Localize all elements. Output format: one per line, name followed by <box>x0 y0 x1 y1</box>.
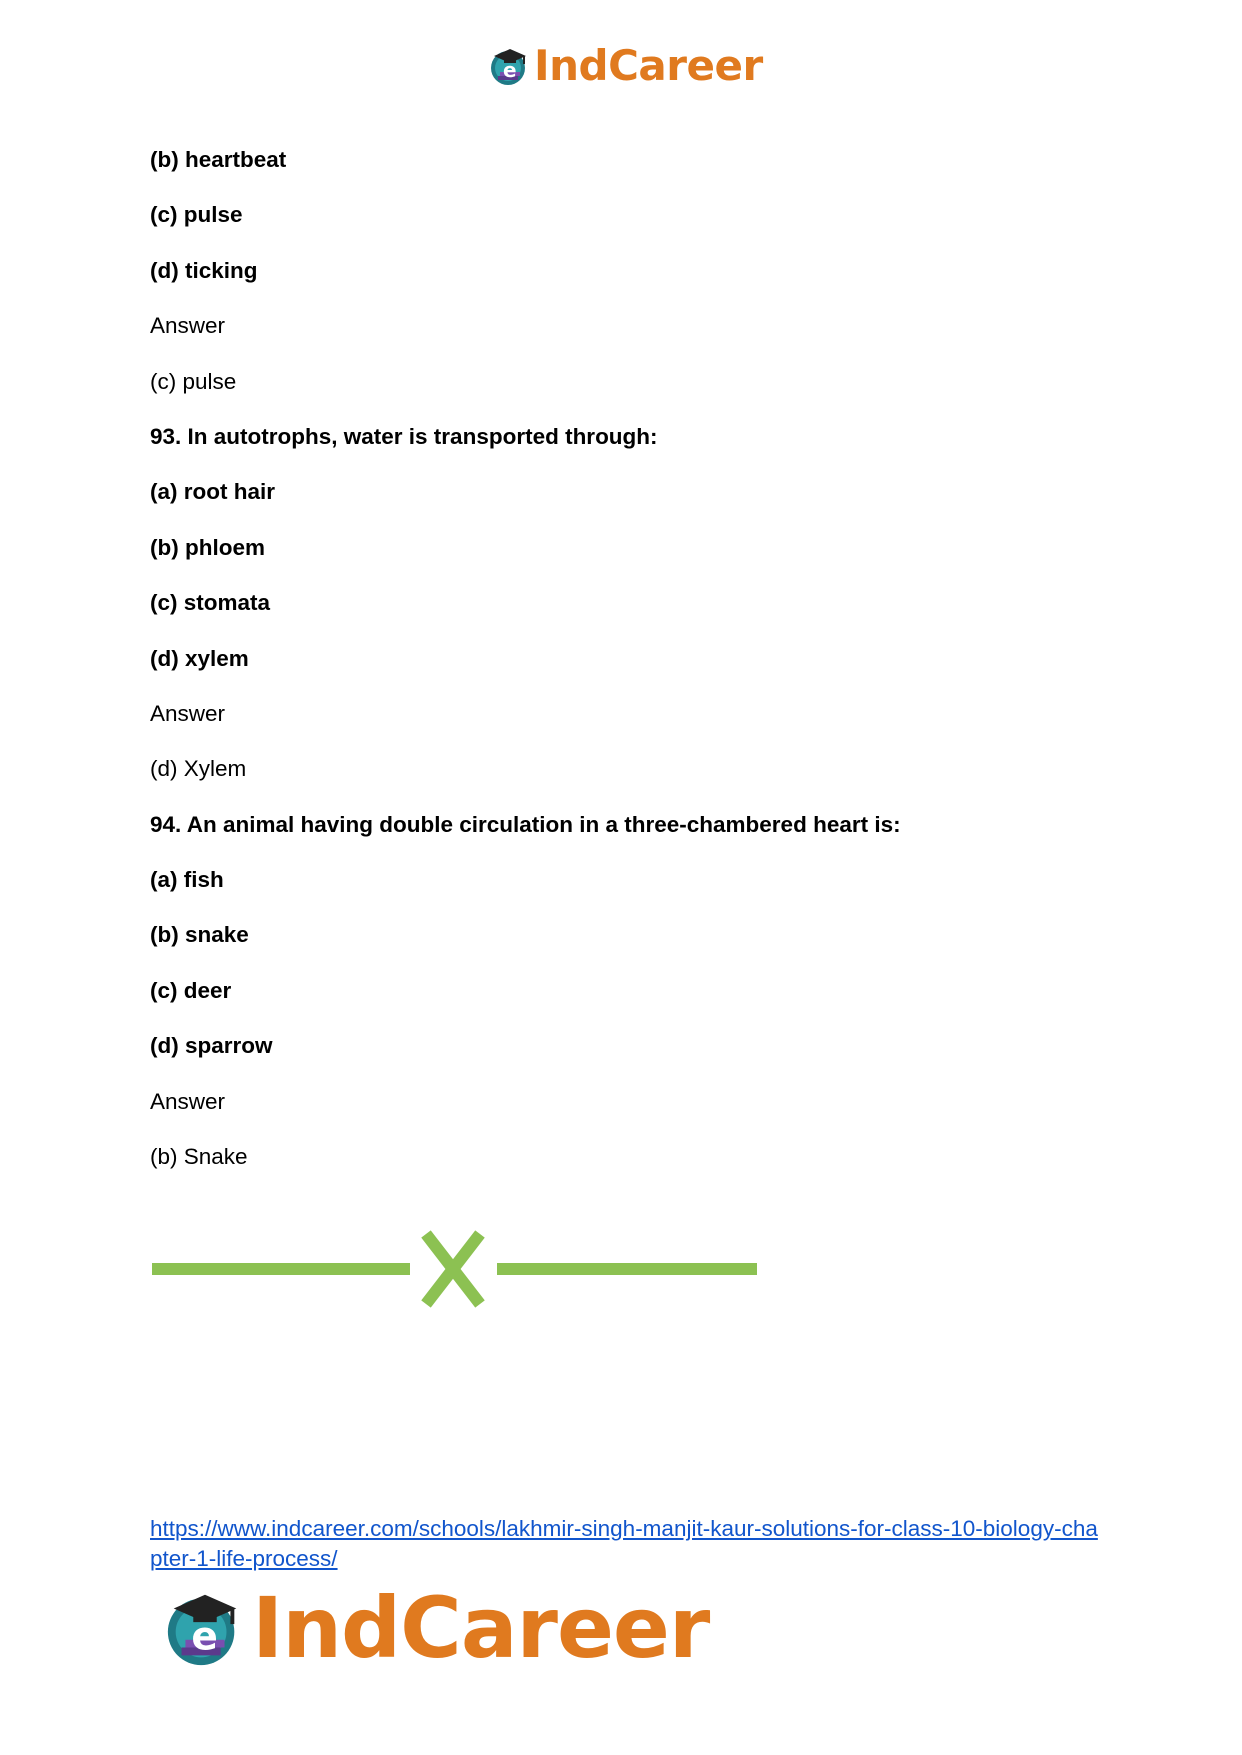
question-line: (b) heartbeat <box>150 147 287 172</box>
question-line: (d) xylem <box>150 645 249 671</box>
logo-wordmark: IndCareer <box>252 1579 710 1677</box>
divider-line-right <box>497 1263 757 1275</box>
graduation-globe-icon <box>162 1585 248 1671</box>
question-line: (a) root hair <box>150 479 276 505</box>
answer-line: Answer <box>150 313 226 339</box>
question-line: 94. An animal having double circulation in a three-chambered heart is: <box>150 811 901 837</box>
document-body <box>150 146 1110 1198</box>
svg-text:e: e <box>191 1614 218 1660</box>
question-line: (b) phloem <box>150 534 265 560</box>
answer-line: (b) Snake <box>150 1144 248 1170</box>
svg-text:e: e <box>503 58 517 82</box>
question-line: 93. In autotrophs, water is transported through: <box>150 423 658 449</box>
header-logo <box>488 40 763 92</box>
answer-line: (d) Xylem <box>150 756 247 782</box>
question-line: (a) fish <box>150 867 224 893</box>
question-line: (c) pulse <box>150 202 243 228</box>
question-line: (c) stomata <box>150 590 271 616</box>
x-mark-icon <box>426 1234 480 1304</box>
section-divider <box>152 1228 762 1310</box>
question-line: (b) snake <box>150 922 249 948</box>
answer-line: (c) pulse <box>150 368 237 394</box>
answer-line: Answer <box>150 700 226 726</box>
question-line: (d) sparrow <box>150 1033 273 1059</box>
logo-wordmark: IndCareer <box>534 41 763 90</box>
footer-source-link[interactable]: https://www.indcareer.com/schools/lakhmir-singh-manjit-kaur-solutions-for-class-10-biology-chapter-1-life-process/ <box>150 1516 1098 1571</box>
answer-line: Answer <box>150 1088 226 1114</box>
question-line: (d) ticking <box>150 257 258 283</box>
graduation-globe-icon <box>488 44 532 88</box>
divider-line-left <box>152 1263 410 1275</box>
footer-logo <box>162 1580 709 1676</box>
question-line: (c) deer <box>150 977 232 1003</box>
